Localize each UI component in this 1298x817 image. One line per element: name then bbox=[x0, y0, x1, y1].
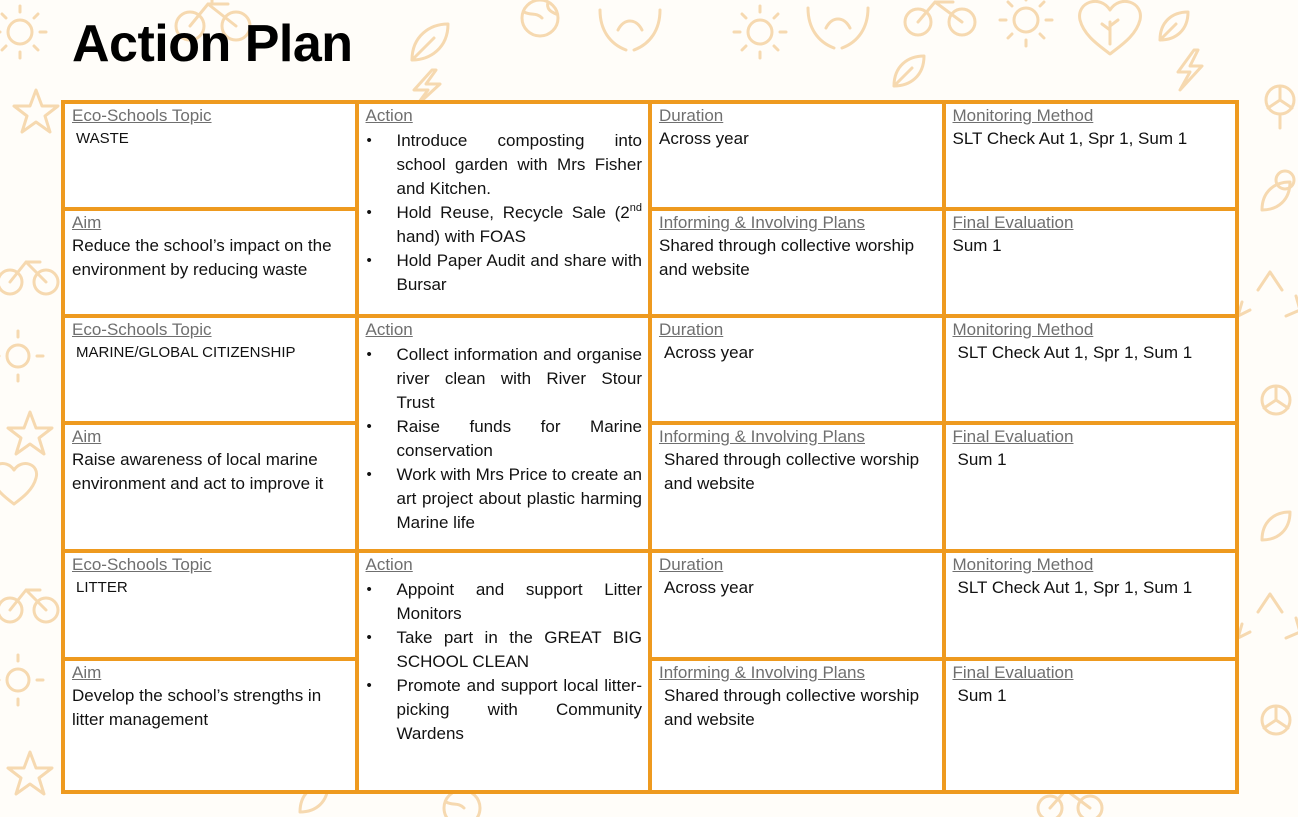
heart-icon bbox=[0, 464, 37, 504]
aim-cell bbox=[63, 209, 357, 316]
bicycle-icon bbox=[1038, 790, 1102, 817]
table-row bbox=[63, 551, 1237, 659]
duration-cell bbox=[650, 551, 944, 659]
globe-icon bbox=[522, 0, 558, 36]
wind-turbine-icon bbox=[1262, 706, 1290, 734]
aim-cell bbox=[63, 423, 357, 551]
action-item: • Collect information and organise river clean with River Stour Trust bbox=[366, 343, 643, 415]
starfish-icon bbox=[14, 90, 58, 132]
action-item: • Work with Mrs Price to create an art project about plastic harming Marine life bbox=[366, 463, 643, 535]
bicycle-icon bbox=[905, 2, 975, 35]
leaf-icon bbox=[1160, 12, 1188, 40]
monitoring-cell bbox=[944, 551, 1238, 659]
sun-icon bbox=[1276, 171, 1294, 189]
evaluation-value: Sum 1 bbox=[957, 686, 1007, 705]
action-item: • Hold Paper Audit and share with Bursar bbox=[366, 249, 643, 297]
table-row bbox=[63, 423, 1237, 551]
aim-value: Raise awareness of local marine environment and act to improve it bbox=[72, 450, 324, 493]
wind-turbine-icon bbox=[1266, 86, 1294, 128]
duration-value: Across year bbox=[659, 129, 749, 148]
bicycle-icon bbox=[0, 262, 58, 294]
table-row bbox=[63, 102, 1237, 209]
topic-value: MARINE/GLOBAL CITIZENSHIP bbox=[76, 344, 296, 361]
topic-header: Eco-Schools Topic bbox=[72, 320, 212, 339]
evaluation-value: Sum 1 bbox=[957, 450, 1007, 469]
globe-icon bbox=[444, 790, 480, 817]
duration-cell bbox=[650, 102, 944, 209]
wind-turbine-icon bbox=[1262, 386, 1290, 414]
evaluation-cell bbox=[944, 423, 1238, 551]
table-row bbox=[63, 316, 1237, 423]
action-list bbox=[366, 129, 643, 297]
action-header: Action bbox=[365, 555, 413, 574]
leaf-icon bbox=[1262, 182, 1290, 210]
monitoring-value: SLT Check Aut 1, Spr 1, Sum 1 bbox=[957, 343, 1193, 362]
monitoring-header: Monitoring Method bbox=[952, 555, 1094, 574]
aim-header: Aim bbox=[72, 427, 102, 446]
monitoring-value: SLT Check Aut 1, Spr 1, Sum 1 bbox=[957, 578, 1193, 597]
duration-cell bbox=[650, 316, 944, 423]
topic-value: WASTE bbox=[76, 130, 129, 147]
duration-header: Duration bbox=[659, 320, 724, 339]
sun-icon bbox=[734, 6, 786, 58]
evaluation-header: Final Evaluation bbox=[952, 663, 1074, 682]
evaluation-value: Sum 1 bbox=[952, 236, 1002, 255]
topic-cell bbox=[63, 316, 357, 423]
action-plan-table bbox=[61, 100, 1239, 794]
sun-icon bbox=[0, 6, 46, 58]
sun-icon bbox=[1000, 0, 1052, 46]
action-item: • Introduce composting into school garden with Mrs Fisher and Kitchen. bbox=[366, 129, 643, 201]
table-row bbox=[63, 209, 1237, 316]
bicycle-icon bbox=[0, 590, 58, 622]
monitoring-cell bbox=[944, 316, 1238, 423]
heart-icon bbox=[1080, 1, 1141, 54]
informing-value: Shared through collective worship and website bbox=[664, 686, 920, 729]
action-list bbox=[366, 343, 643, 535]
evaluation-header: Final Evaluation bbox=[952, 213, 1074, 232]
action-item: • Take part in the GREAT BIG SCHOOL CLEAN bbox=[366, 626, 643, 674]
starfish-icon bbox=[8, 752, 52, 794]
informing-cell bbox=[650, 423, 944, 551]
leaf-icon bbox=[1262, 512, 1290, 540]
monitoring-cell bbox=[944, 102, 1238, 209]
informing-header: Informing & Involving Plans bbox=[659, 213, 865, 232]
leaf-icon bbox=[894, 56, 924, 86]
action-cell bbox=[357, 551, 651, 792]
topic-header: Eco-Schools Topic bbox=[72, 555, 212, 574]
action-cell bbox=[357, 316, 651, 551]
topic-header: Eco-Schools Topic bbox=[72, 106, 212, 125]
recycle-icon bbox=[1238, 272, 1298, 316]
recycle-icon bbox=[1238, 594, 1298, 638]
aim-cell bbox=[63, 659, 357, 792]
aim-value: Reduce the school’s impact on the environment by reducing waste bbox=[72, 236, 332, 279]
page-title: Action Plan bbox=[72, 15, 353, 73]
topic-value: LITTER bbox=[76, 579, 128, 596]
informing-header: Informing & Involving Plans bbox=[659, 427, 865, 446]
action-item: • Promote and support local litter-picking with Community Wardens bbox=[366, 674, 643, 746]
hands-icon bbox=[808, 8, 868, 48]
monitoring-header: Monitoring Method bbox=[952, 106, 1094, 125]
monitoring-header: Monitoring Method bbox=[952, 320, 1094, 339]
informing-cell bbox=[650, 659, 944, 792]
action-item: • Appoint and support Litter Monitors bbox=[366, 578, 643, 626]
evaluation-cell bbox=[944, 209, 1238, 316]
topic-cell bbox=[63, 102, 357, 209]
informing-value: Shared through collective worship and website bbox=[659, 236, 915, 279]
topic-cell bbox=[63, 551, 357, 659]
action-item: • Raise funds for Marine conservation bbox=[366, 415, 643, 463]
duration-value: Across year bbox=[664, 578, 754, 597]
duration-value: Across year bbox=[664, 343, 754, 362]
starfish-icon bbox=[8, 412, 52, 454]
informing-cell bbox=[650, 209, 944, 316]
sun-icon bbox=[0, 331, 43, 381]
evaluation-header: Final Evaluation bbox=[952, 427, 1074, 446]
informing-header: Informing & Involving Plans bbox=[659, 663, 865, 682]
action-list bbox=[366, 578, 643, 746]
lightning-icon bbox=[1178, 50, 1202, 90]
action-cell bbox=[357, 102, 651, 316]
aim-header: Aim bbox=[72, 213, 102, 232]
action-header: Action bbox=[365, 106, 413, 125]
hands-icon bbox=[600, 10, 660, 50]
leaf-icon bbox=[412, 24, 448, 60]
duration-header: Duration bbox=[659, 106, 724, 125]
informing-value: Shared through collective worship and website bbox=[664, 450, 920, 493]
aim-header: Aim bbox=[72, 663, 102, 682]
sun-icon bbox=[0, 655, 43, 705]
monitoring-value: SLT Check Aut 1, Spr 1, Sum 1 bbox=[952, 129, 1188, 148]
duration-header: Duration bbox=[659, 555, 724, 574]
action-header: Action bbox=[365, 320, 413, 339]
action-item: • Hold Reuse, Recycle Sale (2nd hand) with FOAS bbox=[366, 201, 643, 249]
evaluation-cell bbox=[944, 659, 1238, 792]
table-row bbox=[63, 659, 1237, 792]
aim-value: Develop the school’s strengths in litter management bbox=[72, 686, 322, 729]
